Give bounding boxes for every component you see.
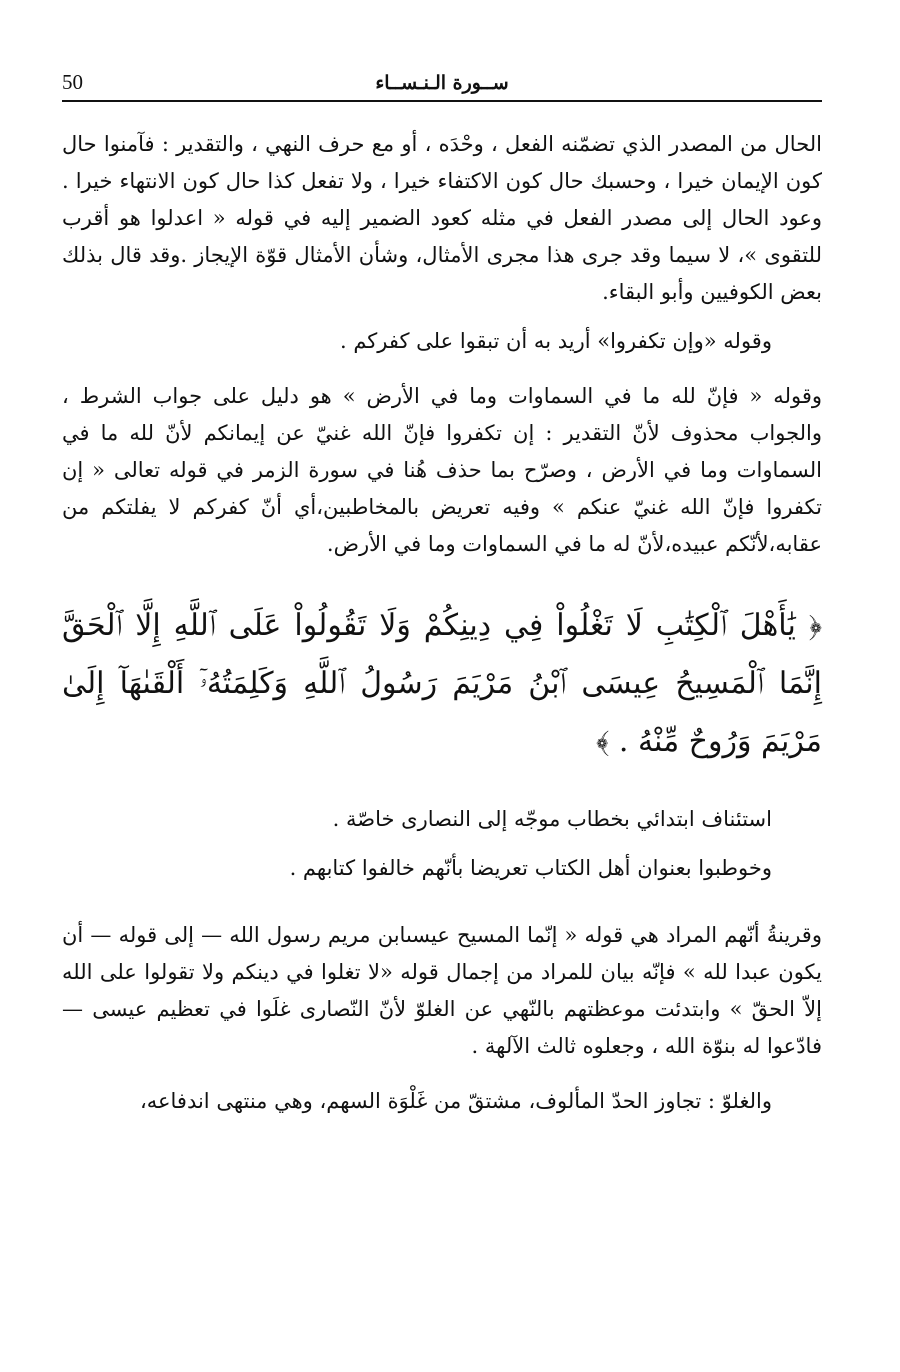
quran-verse: ﴿ يَٰأَهْلَ ٱلْكِتَٰبِ لَا تَغْلُواْ فِي دِينِكُمْ وَلَا تَقُولُواْ عَلَى ٱللَّهِ إِلَّا ٱلْحَقَّ إِنَّمَا ٱلْمَسِيحُ عِيسَى ٱبْنُ مَرْيَمَ رَسُولُ ٱللَّهِ وَكَلِمَتُهُۥٓ أَلْقَىٰهَآ إِلَىٰ مَرْيَمَ وَرُوحٌ مِّنْهُ . ﴾ <box>62 608 822 759</box>
commentary-istinaf: استئناف ابتدائي بخطاب موجّه إلى النصارى خاصّة . <box>332 807 772 831</box>
page-header <box>62 68 822 102</box>
paragraph-hal-explanation: الحال من المصدر الذي تضمّنه الفعل ، وحْدَه ، أو مع حرف النهي ، والتقدير : فآمنوا حال كون الإيمان خيرا ، وحسبك حال كون الاكتفاء خيرا ، ولا تفعل كذا حال كون الانتهاء خيرا . وعود الحال إلى مصدر الفعل في مثله كعود الضمير إليه في قوله « اعدلوا هو أقرب للتقوى »، لا سيما وقد جرى هذا مجرى الأمثال، وشأن الأمثال قوّة الإيجاز .وقد قال بذلك بعض الكوفيين وأبو البقاء. <box>62 132 822 304</box>
paragraph-in-takfuru: وقوله «وإن تكفروا» أريد به أن تبقوا على كفركم . <box>339 329 772 353</box>
commentary-khutibu: وخوطبوا بعنوان أهل الكتاب تعريضا بأنّهم خالفوا كتابهم . <box>289 856 772 880</box>
page-body <box>62 126 822 1120</box>
paragraph-fa-inna-lillah: وقوله « فإنّ لله ما في السماوات وما في الأرض » هو دليل على جواب الشرط ، والجواب محذوف لأنّ التقدير : إن تكفروا فإنّ الله غنيّ عن إيمانكم لأنّ لله ما في السماوات وما في الأرض ، وصرّح بما حذف هُنا في سورة الزمر في قوله تعالى « إن تكفروا فإنّ الله غنيّ عنكم » وفيه تعريض بالمخاطبين،أي أنّ كفركم لا يفلتكم من عقابه،لأنّكم عبيده،لأنّ له ما في السماوات وما في الأرض. <box>62 384 822 556</box>
commentary-qarina: وقرينةُ أنّهم المراد هي قوله « إنّما المسيح عيسىابن مريم رسول الله — إلى قوله — أن يكون عبدا لله » فإنّه بيان للمراد من إجمال قوله «لا تغلوا في دينكم ولا تقولوا على الله إلاّ الحقّ » وابتدئت موعظتهم بالنّهي عن الغلوّ لأنّ النّصارى غلَوا في تعظيم عيسى — فادّعوا له بنوّة الله ، وجعلوه ثالث الآلهة . <box>62 923 822 1058</box>
page-number: 50 <box>62 70 83 94</box>
running-title: ســورة الـنـســاء <box>375 72 509 94</box>
commentary-ghuluw: والغلوّ : تجاوز الحدّ المألوف، مشتقّ من غَلْوَة السهم، وهي منتهى اندفاعه، <box>139 1089 772 1113</box>
